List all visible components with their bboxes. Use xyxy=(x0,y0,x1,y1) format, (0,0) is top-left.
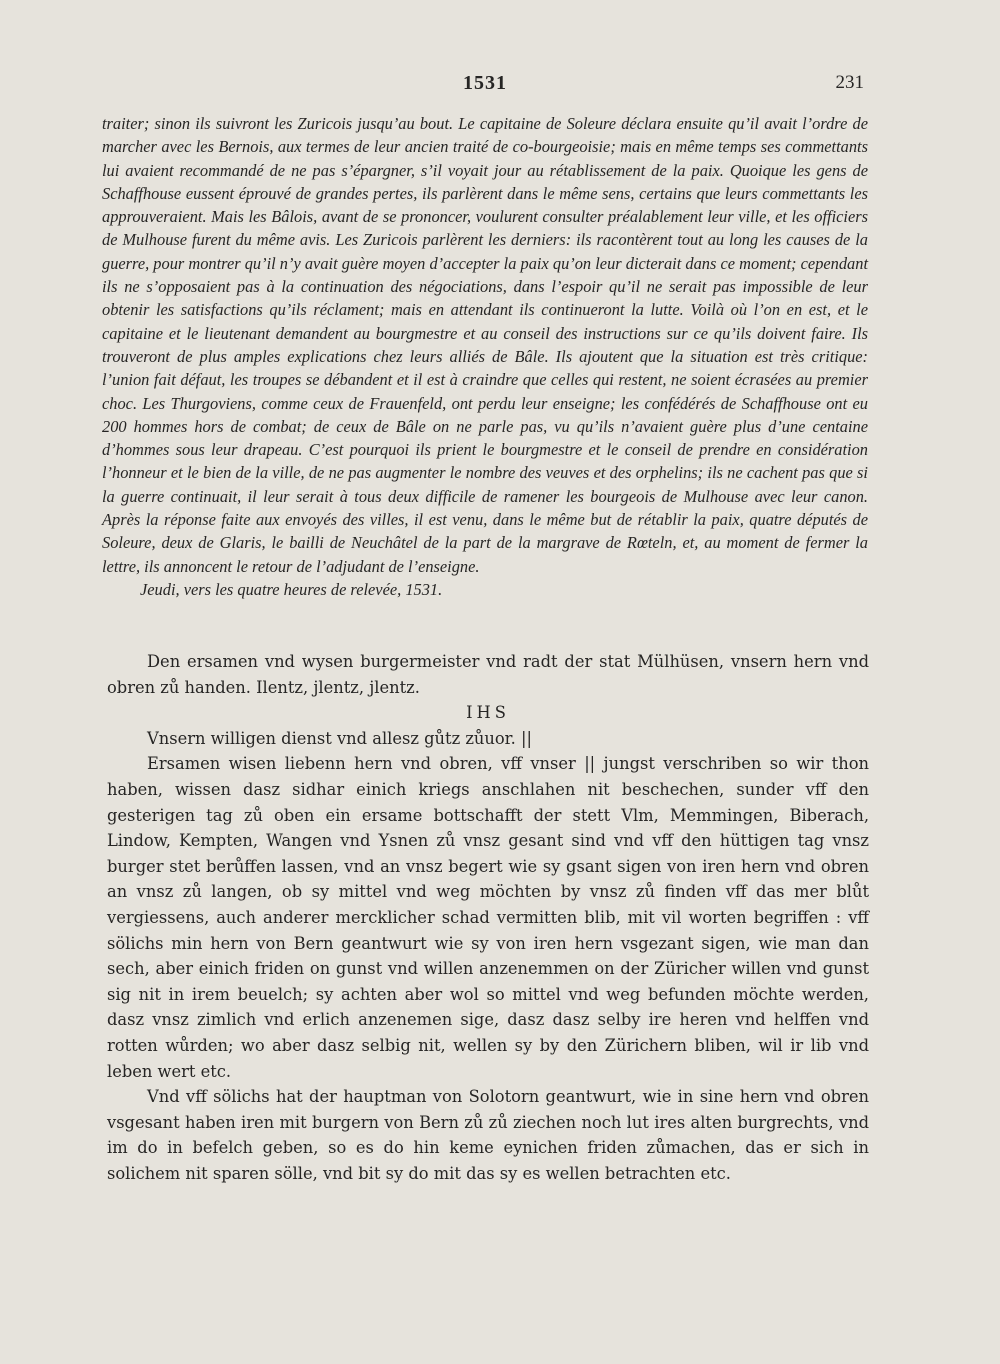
letter-monogram: IHS xyxy=(466,703,510,723)
letter-address: Den ersamen vnd wysen burgermeister vnd radt der stat Mülhüsen, vnsern hern vnd obren zů handen. Ilentz, jlentz, jlentz. xyxy=(107,652,869,697)
summary-paragraph: traiter; sinon ils suivront les Zuricois jusqu’au bout. Le capitaine de Soleure déclara ensuite qu’il avait l’ordre de marcher avec les Bernois, aux termes de leur ancien traité de co-bourgeoisie; mais en même temps ses commettants lui avaient recommandé de ne pas s’épargner, s’il voyait jour au rétablissement de la paix. Quoique les gens de Schaffhouse eussent éprouvé de grandes pertes, ils parlèrent dans le même sens, certains que leurs commettants les approuveraient. Mais les Bâlois, avant de se prononcer, voulurent consulter préalablement leur ville, et les officiers de Mulhouse furent du même avis. Les Zuricois parlèrent les derniers: ils racontèrent tout au long les causes de la guerre, pour montrer qu’il n’y avait guère moyen d’accepter la paix qu’on leur dicterait dans ce moment; cependant ils ne s’opposaient pas à la continuation des négociations, dans l’espoir qu’il ne serait pas impossible de leur obtenir les satisfactions qu’ils réclament; mais en attendant ils continueront la lutte. Voilà où l’on en est, et le capitaine et le lieutenant demandent au bourgmestre et au conseil des instructions sur ce qu’ils doivent faire. Ils trouveront de plus amples explications chez leurs alliés de Bâle. Ils ajoutent que la situation est très critique: l’union fait défaut, les troupes se débandent et il est à craindre que celles qui restent, ne soient écrasées au premier choc. Les Thurgoviens, comme ceux de Frauenfeld, ont perdu leur enseigne; les confédérés de Schaffhouse ont eu 200 hommes hors de combat; de ceux de Bâle on ne parle pas, vu qu’ils n’avaient guère plus d’une centaine d’hommes sous leur drapeau. C’est pourquoi ils prient le bourgmestre et le conseil de prendre en considération l’honneur et le bien de la ville, de ne pas augmenter le nombre des veuves et des orphelins; ils ne cachent pas que si la guerre continuait, il leur serait à tous deux difficile de ramener les bourgeois de Mulhouse avec leur canon. Après la réponse faite aux envoyés des villes, il est venu, dans le même but de rétablir la paix, quatre députés de Soleure, deux de Glaris, le bailli de Neuchâtel de la part de la margrave de Rœteln, et, au moment de fermer la lettre, ils annoncent le retour de l’adjudant de l’enseigne. xyxy=(102,114,868,576)
letter-greeting: Vnsern willigen dienst vnd allesz gůtz zůuor. || xyxy=(147,728,533,748)
french-summary xyxy=(102,112,868,601)
page-year: 1531 xyxy=(463,72,507,94)
letter-paragraph: Vnd vff sölichs hat der hauptman von Solotorn geantwurt, wie in sine hern vnd obren vsgesant haben iren mit burgern von Bern zů zů ziechen noch lut ires alten burgrechts, vnd im do in befelch geben, so es do hin keme eynichen friden zůmachen, das er sich in solichem nit sparen sölle, vnd bit sy do mit das sy es wellen betrachten etc. xyxy=(107,1087,869,1183)
page-number: 231 xyxy=(835,72,864,93)
summary-dateline: Jeudi, vers les quatre heures de relevée, 1531. xyxy=(140,579,443,599)
running-head xyxy=(100,72,870,102)
letter-paragraph: Ersamen wisen liebenn hern vnd obren, vff vnser || jungst verschriben so wir thon haben, wissen dasz sidhar einich kriegs anschlahen nit beschechen, sunder vff den gesterigen tag zů oben ein ersame bottschafft der stett Vlm, Memmingen, Biberach, Lindow, Kempten, Wangen vnd Ysnen zů vnsz gesant sind vnd vff den hüttigen tag vnsz burger stet berůffen lassen, vnd an vnsz begert wie sy gsant sigen von iren hern vnd obren an vnsz zů langen, ob sy mittel vnd weg möchten by vnsz zů finden vff das mer blůt vergiessens, auch anderer mercklicher schad vermitten blib, mit vil worten begriffen : vff sölichs min hern von Bern geantwurt wie sy von iren hern vsgezant sigen, wie man dan sech, aber einich friden on gunst vnd willen anzenemmen on der Züricher willen vnd gunst sig nit in irem beuelch; sy achten aber wol so mittel vnd weg befunden möchte werden, dasz vnsz zimlich vnd erlich anzenemen sige, dasz dasz selby ire heren vnd helffen vnd rotten wůrden; wo aber dasz selbig nit, wellen sy by den Zürichern bliben, wil ir lib vnd leben wert etc. xyxy=(107,754,869,1081)
letter-text xyxy=(107,649,869,1186)
